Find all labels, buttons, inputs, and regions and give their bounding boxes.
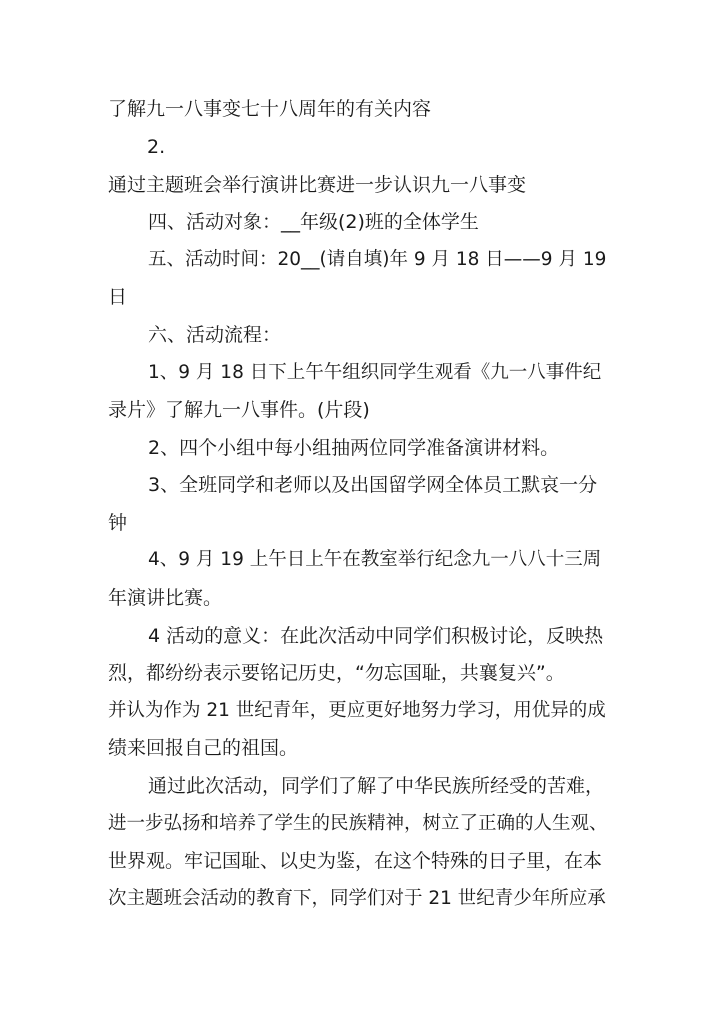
section-activity-target: 四、活动对象：__年级(2)班的全体学生	[148, 211, 479, 233]
flow-step-4: 4、9 月 19 上午日上午在教室举行纪念九一八八十三周	[148, 549, 602, 570]
text-line-1: 了解九一八事变七十八周年的有关内容	[108, 98, 432, 120]
flow-step-1-cont: 录片》了解九一八事件。(片段)	[108, 399, 370, 421]
significance-cont-1: 烈，都纷纷表示要铭记历史，“勿忘国耻，共襄复兴”。	[108, 662, 565, 684]
conclusion-cont-1: 进一步弘扬和培养了学生的民族精神，树立了正确的人生观、	[108, 813, 608, 834]
conclusion-paragraph: 通过此次活动，同学们了解了中华民族所经受的苦难，	[148, 775, 605, 797]
flow-step-1: 1、9 月 18 日下上午午组织同学生观看《九一八事件纪	[148, 362, 602, 383]
list-number: 2.	[147, 136, 166, 158]
section-activity-flow: 六、活动流程：	[148, 324, 282, 346]
conclusion-cont-2: 世界观。牢记国耻、以史为鉴，在这个特殊的日子里，在本	[108, 850, 603, 872]
section-activity-time: 五、活动时间：20__(请自填)年 9 月 18 日——9 月 19	[148, 249, 607, 270]
significance-cont-2: 并认为作为 21 世纪青年，更应更好地努力学习，用优异的成	[108, 700, 606, 721]
flow-step-4-cont: 年演讲比赛。	[108, 587, 223, 609]
section-significance: 4 活动的意义：在此次活动中同学们积极讨论，反映热	[148, 625, 604, 647]
flow-step-3-cont: 钟	[108, 512, 128, 534]
text-line-3: 通过主题班会举行演讲比赛进一步认识九一八事变	[108, 174, 527, 196]
text-line-6: 日	[108, 286, 128, 308]
flow-step-3: 3、全班同学和老师以及出国留学网全体员工默哀一分	[148, 474, 598, 496]
conclusion-cont-3: 次主题班会活动的教育下，同学们对于 21 世纪青少年所应承	[108, 888, 606, 909]
flow-step-2: 2、四个小组中每小组抽两位同学准备演讲材料。	[148, 437, 560, 459]
significance-cont-3: 绩来回报自己的祖国。	[108, 737, 299, 759]
